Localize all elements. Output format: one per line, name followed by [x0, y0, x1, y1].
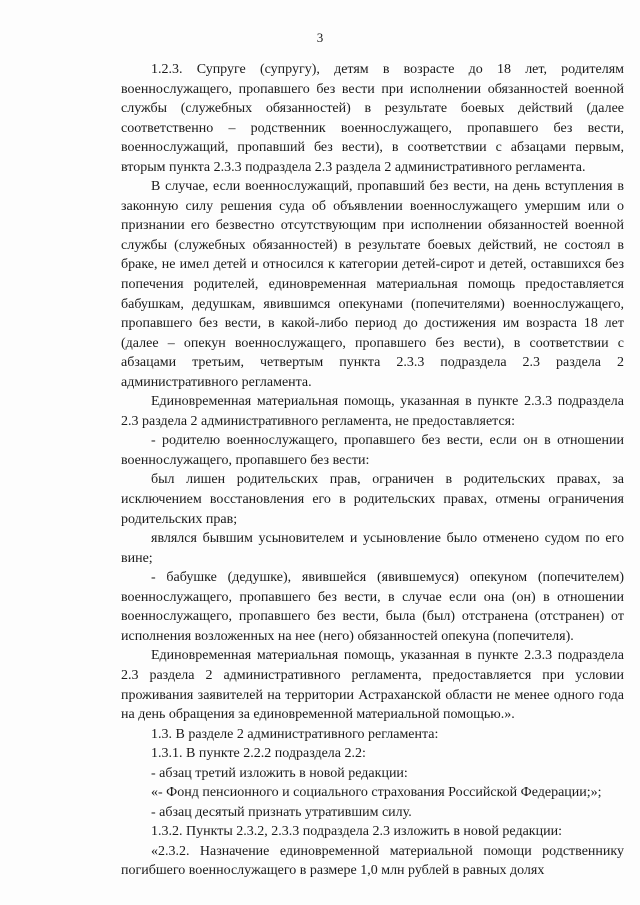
paragraph: - абзац третий изложить в новой редакции:	[151, 765, 408, 781]
page-number: 3	[316, 30, 324, 45]
document-body	[121, 60, 624, 881]
paragraph: - бабушке (дедушке), явившейся (явившемуся) опекуном (попечителем) военнослужащего, пропавшего без вести, в случае если она (он) в отношении военнослужащего, пропавшего без вести, была (был) отстранена (отстранен) от исполнения возложенных на нее (него) обязанностей опекуна (попечителя).	[121, 570, 624, 644]
paragraph: был лишен родительских прав, ограничен в родительских правах, за исключением восстановления его в родительских правах, отмены ограничения родительских прав;	[121, 472, 624, 527]
paragraph: - абзац десятый признать утратившим силу.	[151, 804, 412, 820]
paragraph: 1.3.2. Пункты 2.3.2, 2.3.3 подраздела 2.3 изложить в новой редакции:	[151, 824, 562, 840]
paragraph: являлся бывшим усыновителем и усыновление было отменено судом по его вине;	[121, 531, 624, 566]
paragraph: - родителю военнослужащего, пропавшего без вести, если он в отношении военнослужащего, пропавшего без вести:	[121, 433, 624, 468]
paragraph: «- Фонд пенсионного и социального страхования Российской Федерации;»;	[151, 785, 602, 801]
paragraph: 1.2.3. Супруге (супругу), детям в возрасте до 18 лет, родителям военнослужащего, пропавшего без вести при исполнении обязанностей военной службы (служебных обязанностей) в результате боевых действий (далее соответственно – родственник военнослужащего, пропавшего без вести, военнослужащий, пропавший без вести), в соответствии с абзацами первым, вторым пункта 2.3.3 подраздела 2.3 раздела 2 административного регламента.	[121, 62, 624, 175]
paragraph: Единовременная материальная помощь, указанная в пункте 2.3.3 подраздела 2.3 раздела 2 административного регламента, предоставляется при условии проживания заявителей на территории Астраханской области не менее одного года на день обращения за единовременной материальной помощью.».	[121, 648, 624, 723]
paragraph: «2.3.2. Назначение единовременной материальной помощи родственнику погибшего военнослужащего в размере 1,0 млн рублей в равных долях	[121, 843, 624, 879]
paragraph: 1.3.1. В пункте 2.2.2 подраздела 2.2:	[151, 746, 366, 762]
paragraph: 1.3. В разделе 2 административного регламента:	[151, 726, 439, 742]
paragraph: В случае, если военнослужащий, пропавший без вести, на день вступления в законную силу решения суда об объявлении военнослужащего умершим или о признании его безвестно отсутствующим при исполнении обязанностей военной службы (служебных обязанностей) в результате боевых действий, не состоял в браке, не имел детей и относился к категории детей-сирот и детей, оставшихся без попечения родителей, единовременная материальная помощь предоставляется бабушкам, дедушкам, явившимся опекунами (попечителями) военнослужащего, пропавшего без вести, в какой-либо период до достижения им возраста 18 лет (далее – опекун военнослужащего, пропавшего без вести), в соответствии с абзацами третьим, четвертым пункта 2.3.3 подраздела 2.3 раздела 2 административного регламента.	[121, 179, 624, 390]
paragraph: Единовременная материальная помощь, указанная в пункте 2.3.3 подраздела 2.3 раздела 2 административного регламента, не предоставляется:	[121, 394, 624, 429]
